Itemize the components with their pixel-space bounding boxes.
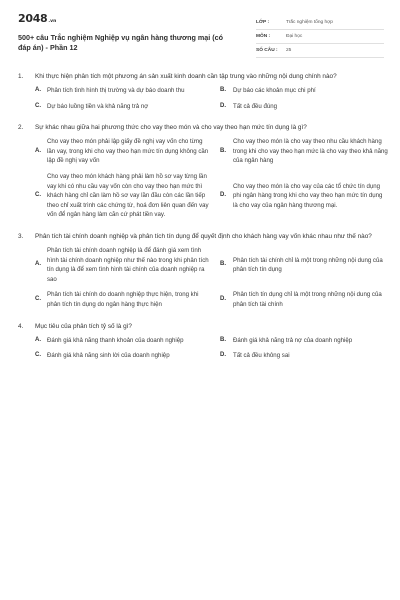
option-text: Tất cả đều không sai xyxy=(233,352,290,360)
option-text: Cho vay theo món phải lập giấy đề nghị vay vốn cho từng lần vay, trong khi cho vay theo hạn mức tín dụng không cần lập đề nghị vay vốn xyxy=(47,138,209,165)
question-2 xyxy=(18,123,388,220)
option-b[interactable] xyxy=(220,86,392,96)
option-b[interactable] xyxy=(220,246,392,284)
option-a[interactable] xyxy=(35,86,220,96)
option-d[interactable] xyxy=(220,102,392,112)
option-grid xyxy=(35,137,388,220)
logo-suffix: .vn xyxy=(48,19,57,24)
header xyxy=(18,12,384,60)
option-letter: B. xyxy=(220,87,226,93)
option-text: Cho vay theo món là cho vay theo nhu cầu khách hàng trong khi cho vay theo hạn mức là cho vay theo khả năng của ngân hàng xyxy=(233,138,388,165)
option-letter: A. xyxy=(35,336,41,343)
meta-label: MÔN : xyxy=(256,34,271,39)
option-letter: C. xyxy=(35,192,41,199)
option-c[interactable] xyxy=(35,351,220,361)
question-4 xyxy=(18,322,384,361)
question-text: Phân tích tài chính doanh nghiệp và phân tích tín dụng để quyết định cho khách hàng vay vốn khác nhau như thế nào? xyxy=(35,232,372,240)
meta-table xyxy=(256,16,384,58)
option-letter: C. xyxy=(35,102,41,109)
meta-value: 25 xyxy=(286,48,292,53)
option-letter: B. xyxy=(220,261,226,268)
question-text: Mục tiêu của phân tích tỷ số là gì? xyxy=(35,322,132,330)
option-letter: C. xyxy=(35,296,41,303)
option-letter: D. xyxy=(220,352,226,359)
option-text: Phân tích tài chính chỉ là một trong những nội dung của phân tích tín dụng xyxy=(233,256,383,274)
option-letter: D. xyxy=(220,192,226,199)
option-letter: B. xyxy=(220,336,226,343)
meta-label: LỚP : xyxy=(256,20,270,25)
option-a[interactable] xyxy=(35,246,220,284)
meta-row-class xyxy=(256,16,384,30)
meta-value: Trắc nghiệm tổng hợp xyxy=(286,20,333,25)
option-text: Cho vay theo món khách hàng phải làm hồ sơ vay từng lần vay khi có nhu cầu vay vốn còn cho vay theo hạn mức thì khách hàng chỉ cần làm hồ sơ vay lần đầu còn các lần tiếp theo chỉ xuất trình các chứng từ, hoá đơn liên quan đến vay vốn để ngân hàng làm căn cứ phát tiền vay. xyxy=(47,172,209,219)
option-letter: A. xyxy=(35,261,41,268)
option-letter: B. xyxy=(220,147,226,154)
meta-label: SỐ CÂU : xyxy=(256,48,278,53)
question-1 xyxy=(18,72,384,111)
option-text: Phân tích tài chính do doanh nghiệp thực hiện, trong khi phân tích tín dụng do ngân hàng thực hiện xyxy=(47,291,199,308)
option-c[interactable] xyxy=(35,290,220,309)
question-number: 4. xyxy=(18,322,24,330)
question-number: 1. xyxy=(18,73,24,80)
meta-row-count xyxy=(256,44,384,58)
option-letter: A. xyxy=(35,87,41,93)
option-text: Phân tích tài chính doanh nghiệp là để đánh giá xem tình hình tài chính doanh nghiệp như thế nào trong khi phân tích tín dụng là để xem tình hình tài chính của doanh nghiệp ra sao xyxy=(47,246,209,283)
option-letter: A. xyxy=(35,147,41,154)
question-3 xyxy=(18,232,384,310)
question-text: Sự khác nhau giữa hai phương thức cho vay theo món và cho vay theo hạn mức tín dụng là gì? xyxy=(35,124,307,132)
question-number: 2. xyxy=(18,124,24,132)
question-list xyxy=(18,72,388,373)
option-letter: D. xyxy=(220,296,226,303)
logo-text: 2048 xyxy=(18,12,48,25)
option-d[interactable] xyxy=(220,172,392,220)
option-b[interactable] xyxy=(220,137,392,166)
option-text: Đánh giá khả năng thanh khoản của doanh nghiệp xyxy=(47,336,184,344)
option-text: Cho vay theo món là cho vay của các tổ chức tín dụng phi ngân hàng trong khi cho vay theo hạn mức tín dụng là cho vay của ngân hàng thương mại. xyxy=(233,182,383,209)
option-letter: C. xyxy=(35,352,41,359)
meta-value: Đại học xyxy=(286,34,303,39)
option-a[interactable] xyxy=(35,336,220,346)
option-text: Tất cả đều đúng xyxy=(233,102,278,110)
option-text: Dự báo các khoản mục chi phí xyxy=(233,87,316,94)
meta-row-subject xyxy=(256,30,384,44)
option-b[interactable] xyxy=(220,336,392,346)
option-letter: D. xyxy=(220,102,226,109)
site-logo[interactable] xyxy=(18,12,56,26)
option-text: Phân tích tình hình thị trường và dự báo doanh thu xyxy=(47,87,185,94)
option-c[interactable] xyxy=(35,172,220,220)
option-grid xyxy=(35,336,384,361)
option-grid xyxy=(35,86,384,111)
question-number: 3. xyxy=(18,232,24,240)
option-a[interactable] xyxy=(35,137,220,166)
question-text: Khi thực hiện phân tích một phương án sản xuất kinh doanh cần tập trung vào những nội dung chính nào? xyxy=(35,73,337,80)
option-text: Đánh giá khả năng trả nợ của doanh nghiệp xyxy=(233,336,353,344)
option-d[interactable] xyxy=(220,351,392,361)
option-c[interactable] xyxy=(35,102,220,112)
option-text: Phân tích tín dụng chỉ là một trong những nội dung của phân tích tài chính xyxy=(233,291,382,308)
option-text: Đánh giá khả năng sinh lời của doanh nghiệp xyxy=(47,352,170,360)
option-text: Dự báo luồng tiền và khả năng trả nợ xyxy=(47,102,149,110)
option-d[interactable] xyxy=(220,290,392,309)
document-title: 500+ câu Trắc nghiệm Nghiệp vụ ngân hàng thương mại (có đáp án) - Phần 12 xyxy=(18,33,224,52)
option-grid xyxy=(35,246,384,310)
